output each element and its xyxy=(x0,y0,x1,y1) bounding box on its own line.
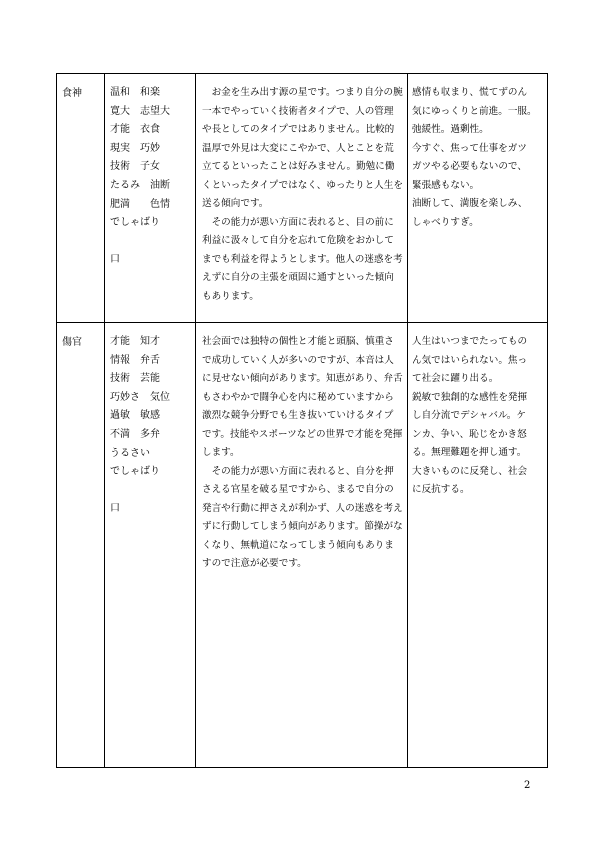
keyword-line: 現実 巧妙 xyxy=(110,142,160,154)
description xyxy=(196,74,407,306)
note-line: しゃべりすぎ。 xyxy=(412,216,479,228)
keyword-line: 不満 多弁 xyxy=(110,428,160,440)
notes xyxy=(408,323,547,500)
description-cell xyxy=(196,323,408,768)
keyword-list xyxy=(105,74,195,270)
note-line: 今すぐ、焦って仕事をガツ xyxy=(412,142,527,154)
keywords-cell xyxy=(105,74,196,323)
description-cell xyxy=(196,74,408,323)
notes-cell xyxy=(408,74,548,323)
keyword-line: 温和 和楽 xyxy=(110,87,160,98)
keyword-line: 過敏 敏感 xyxy=(110,410,160,422)
table-row xyxy=(57,323,548,768)
note-line: 気にゆっくりと前進。一服。 xyxy=(412,105,537,117)
description xyxy=(196,323,407,574)
note-line: て社会に躍り出る。 xyxy=(412,373,499,384)
page-number: 2 xyxy=(524,780,531,791)
keyword-line: 寛大 志望大 xyxy=(110,105,170,117)
note-line: ん気ではいられない。焦っ xyxy=(412,354,528,366)
note-line: 人生はいつまでたってもの xyxy=(412,336,528,347)
keyword-line: 技術 子女 xyxy=(110,161,160,173)
keyword-line: 口 xyxy=(110,503,120,515)
star-name: 傷官 xyxy=(62,337,82,348)
notes xyxy=(408,74,547,232)
fortune-table xyxy=(56,73,548,768)
keyword-line: 才能 知才 xyxy=(110,336,160,347)
description-paragraph: その能力が悪い方面に表れると、自分を押さえる官星を破る星ですから、まるで自分の発言や行動に押さえが利かず、人の迷惑を考えずに行動してしまう傾向があります。節操がなくなり、無軌道になってしまう傾向もありますので注意が必要です。 xyxy=(202,465,403,569)
note-line: ガツやる必要もないので、 xyxy=(412,161,527,172)
keyword-line: 口 xyxy=(110,254,120,266)
keyword-line: うるさい xyxy=(110,447,150,459)
notes-cell xyxy=(408,323,548,768)
note-line: 大きいものに反発し、社会 xyxy=(412,465,528,477)
keyword-list xyxy=(105,323,195,519)
keyword-line: 才能 衣食 xyxy=(110,124,160,136)
note-line: に反抗する。 xyxy=(412,484,470,495)
note-line: る。無理難題を押し通す。 xyxy=(412,447,527,458)
keyword-line xyxy=(110,482,195,501)
table-row xyxy=(57,74,548,323)
keyword-line: 肥満 色情 xyxy=(110,198,170,210)
keyword-line: 技術 芸能 xyxy=(110,373,160,385)
description-paragraph: お金を生み出す源の星です。つまり自分の腕一本でやっていく技術者タイプで、人の管理や長としてのタイプではありません。比較的温厚で外見は大変にこやかで、人とことを荒立てるといったことは好みません。勤勉に働くといったタイプではなく、ゆったりと人生を送る傾向です。 xyxy=(202,87,403,209)
note-line: 鋭敏で独創的な感性を発揮 xyxy=(412,391,528,403)
star-name-cell xyxy=(57,323,105,768)
note-line: 油断して、満腹を楽しみ、 xyxy=(412,198,528,209)
star-name-cell xyxy=(57,74,105,323)
keyword-line: たるみ 油断 xyxy=(110,179,170,191)
star-name: 食神 xyxy=(62,88,82,99)
note-line: 感情も収まり、慌てずのん xyxy=(412,87,528,98)
note-line: 弛緩性。過剰性。 xyxy=(412,124,489,135)
description-paragraph: その能力が悪い方面に表れると、目の前に利益に汲々して自分を忘れて危険をおかしてまでも利益を得ようとします。他人の迷惑を考えずに自分の主張を頑固に通すといった傾向もあります。 xyxy=(202,216,403,302)
keyword-line: でしゃばり xyxy=(110,217,160,229)
note-line: 緊張感もない。 xyxy=(412,179,480,191)
keywords-cell xyxy=(105,323,196,768)
note-line: ンカ、争い、恥じをかき怒 xyxy=(412,428,527,440)
keyword-line: でしゃばり xyxy=(110,466,160,478)
note-line: し自分流でデシャバル。ケ xyxy=(412,410,526,421)
keyword-line: 情報 弁舌 xyxy=(110,354,160,366)
description-paragraph: 社会面では独特の個性と才能と頭脳、慎重さで成功していく人が多いのですが、本音は人に見せない傾向があります。知恵があり、弁舌もさわやかで闘争心を内に秘めていますから激烈な競争分野でも生き抜いていけるタイプです。技能やスポーツなどの世界で才能を発揮します。 xyxy=(202,336,403,458)
keyword-line: 巧妙さ 気位 xyxy=(110,391,170,403)
keyword-line xyxy=(110,233,195,252)
